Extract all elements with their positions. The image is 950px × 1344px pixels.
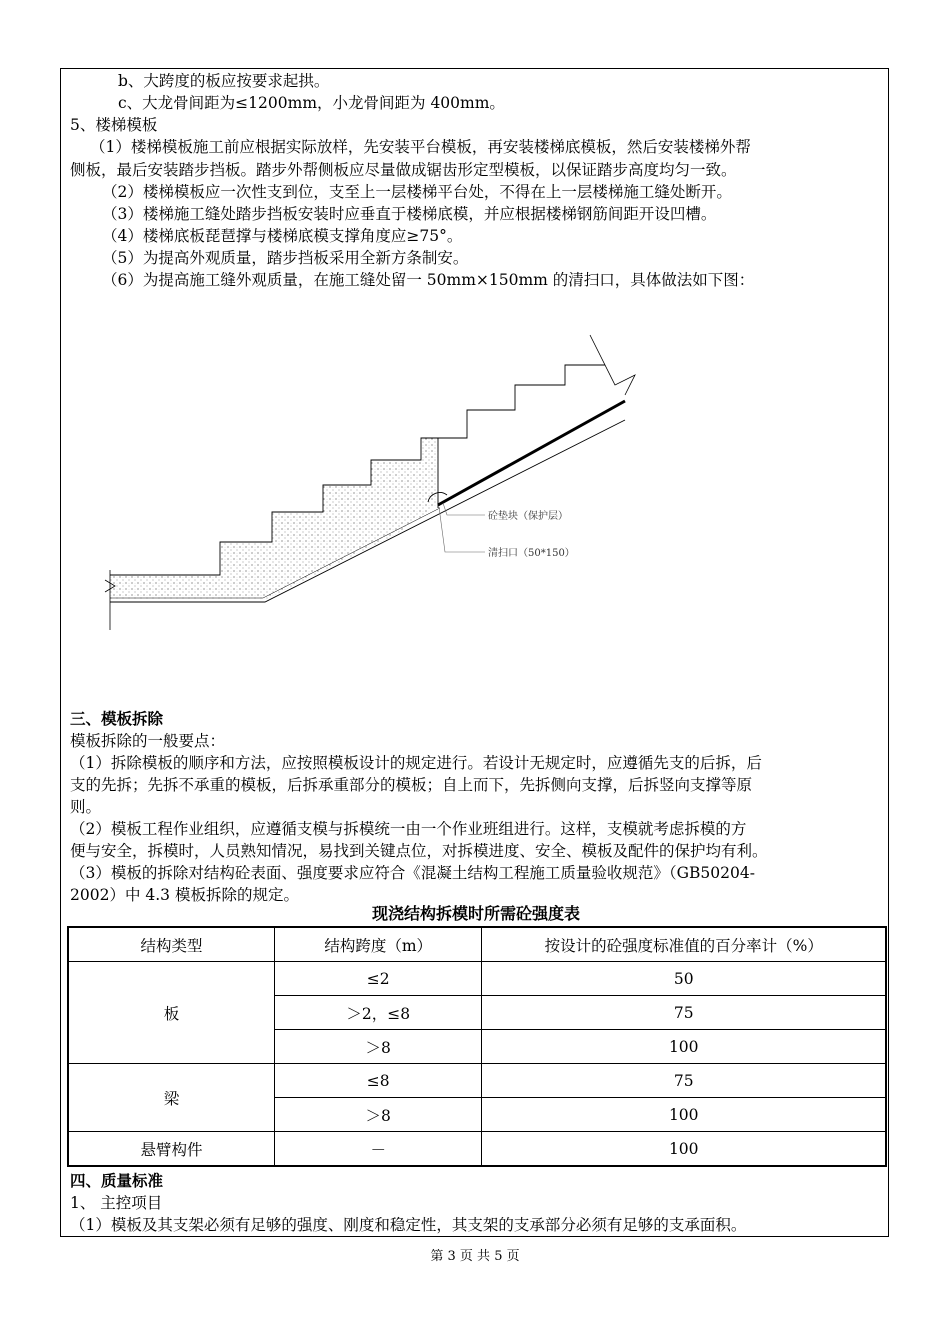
text-line: 1、 主控项目 <box>70 1194 163 1212</box>
text-line: c、大龙骨间距为≤1200mm，小龙骨间距为 400mm。 <box>118 94 505 112</box>
text-line: （3）楼梯施工缝处踏步挡板安装时应垂直于楼梯底模，并应根据楼梯钢筋间距开设凹槽。 <box>102 205 717 223</box>
concrete-fill <box>110 438 438 600</box>
page-footer: 第 3 页 共 5 页 <box>430 1249 520 1264</box>
table-cell-span: ＞2，≤8 <box>274 996 482 1030</box>
formwork-board <box>438 401 625 505</box>
text-line: 2002）中 4.3 模板拆除的规定。 <box>70 886 299 904</box>
table-title: 现浇结构拆模时所需砼强度表 <box>371 904 580 923</box>
text-line: 侧板，最后安装踏步挡板。踏步外帮侧板应尽量做成锯齿形定型模板，以保证踏步高度均匀一致。 <box>70 161 737 179</box>
table-cell-pct: 100 <box>482 1098 886 1132</box>
text-line: 则。 <box>70 798 102 816</box>
section-heading: 5、楼梯模板 <box>70 116 158 134</box>
table-cell-pct: 75 <box>482 996 886 1030</box>
text-line: b、大跨度的板应按要求起拱。 <box>118 72 330 90</box>
section-heading: 四、质量标准 <box>70 1171 164 1190</box>
label-opening: 清扫口（50*150） <box>488 548 575 559</box>
table-header-cell: 按设计的砼强度标准值的百分率计（%） <box>482 927 886 962</box>
text-line: （4）楼梯底板琵琶撑与楼梯底模支撑角度应≥75°。 <box>102 227 463 245</box>
label-block: 砼垫块（保护层） <box>488 511 568 522</box>
table-cell-type: 板 <box>68 962 274 1064</box>
table-cell-pct: 75 <box>482 1064 886 1098</box>
table-cell-span: ＞8 <box>274 1098 482 1132</box>
text-line: （2）楼梯模板应一次性支到位，支至上一层楼梯平台处，不得在上一层楼梯施工缝处断开。 <box>102 183 732 201</box>
text-line: 支的先拆；先拆不承重的模板，后拆承重部分的模板；自上而下，先拆侧向支撑，后拆竖向支撑等原 <box>70 776 753 794</box>
table-cell-type: 悬臂构件 <box>68 1132 274 1167</box>
table-row <box>68 962 886 996</box>
table-cell-span: ＞8 <box>274 1030 482 1064</box>
table-cell-span: ≤2 <box>274 962 482 996</box>
table-cell-pct: 100 <box>482 1132 886 1167</box>
table-row <box>68 1132 886 1167</box>
table-row <box>68 1064 886 1098</box>
section-heading: 三、模板拆除 <box>70 709 164 728</box>
table-cell-pct: 50 <box>482 962 886 996</box>
text-line: （1）拆除模板的顺序和方法，应按照模板设计的规定进行。若设计无规定时，应遵循先支的后拆，后 <box>70 754 762 772</box>
text-line: （2）模板工程作业组织，应遵循支模与拆模统一由一个作业班组进行。这样，支模就考虑拆模的方 <box>70 820 747 838</box>
text-line: （1）楼梯模板施工前应根据实际放样，先安装平台模板，再安装楼梯底模板，然后安装楼梯外帮 <box>90 138 751 156</box>
text-line: （3）模板的拆除对结构砼表面、强度要求应符合《混凝土结构工程施工质量验收规范》（GB50204- <box>70 864 755 882</box>
stair-formwork-diagram <box>95 330 655 640</box>
table-cell-type: 梁 <box>68 1064 274 1132</box>
table-cell-pct: 100 <box>482 1030 886 1064</box>
text-line: （5）为提高外观质量，踏步挡板采用全新方条制安。 <box>102 249 469 267</box>
table-header-cell: 结构跨度（m） <box>274 927 482 962</box>
text-line: 便与安全，拆模时，人员熟知情况，易找到关键点位，对拆模进度、安全、模板及配件的保护均有利。 <box>70 842 768 860</box>
table-cell-span: ≤8 <box>274 1064 482 1098</box>
table-header-row <box>68 927 886 962</box>
leader-opening <box>439 507 485 552</box>
text-line: （1）模板及其支架必须有足够的强度、刚度和稳定性，其支架的支承部分必须有足够的支承面积。 <box>70 1216 747 1234</box>
text-line: （6）为提高施工缝外观质量，在施工缝处留一 50mm×150mm 的清扫口，具体做法如下图： <box>102 271 755 289</box>
text-line: 模板拆除的一般要点： <box>70 732 226 750</box>
strength-table <box>67 926 887 1167</box>
table-header-cell: 结构类型 <box>68 927 274 962</box>
table-cell-span: － <box>274 1132 482 1167</box>
